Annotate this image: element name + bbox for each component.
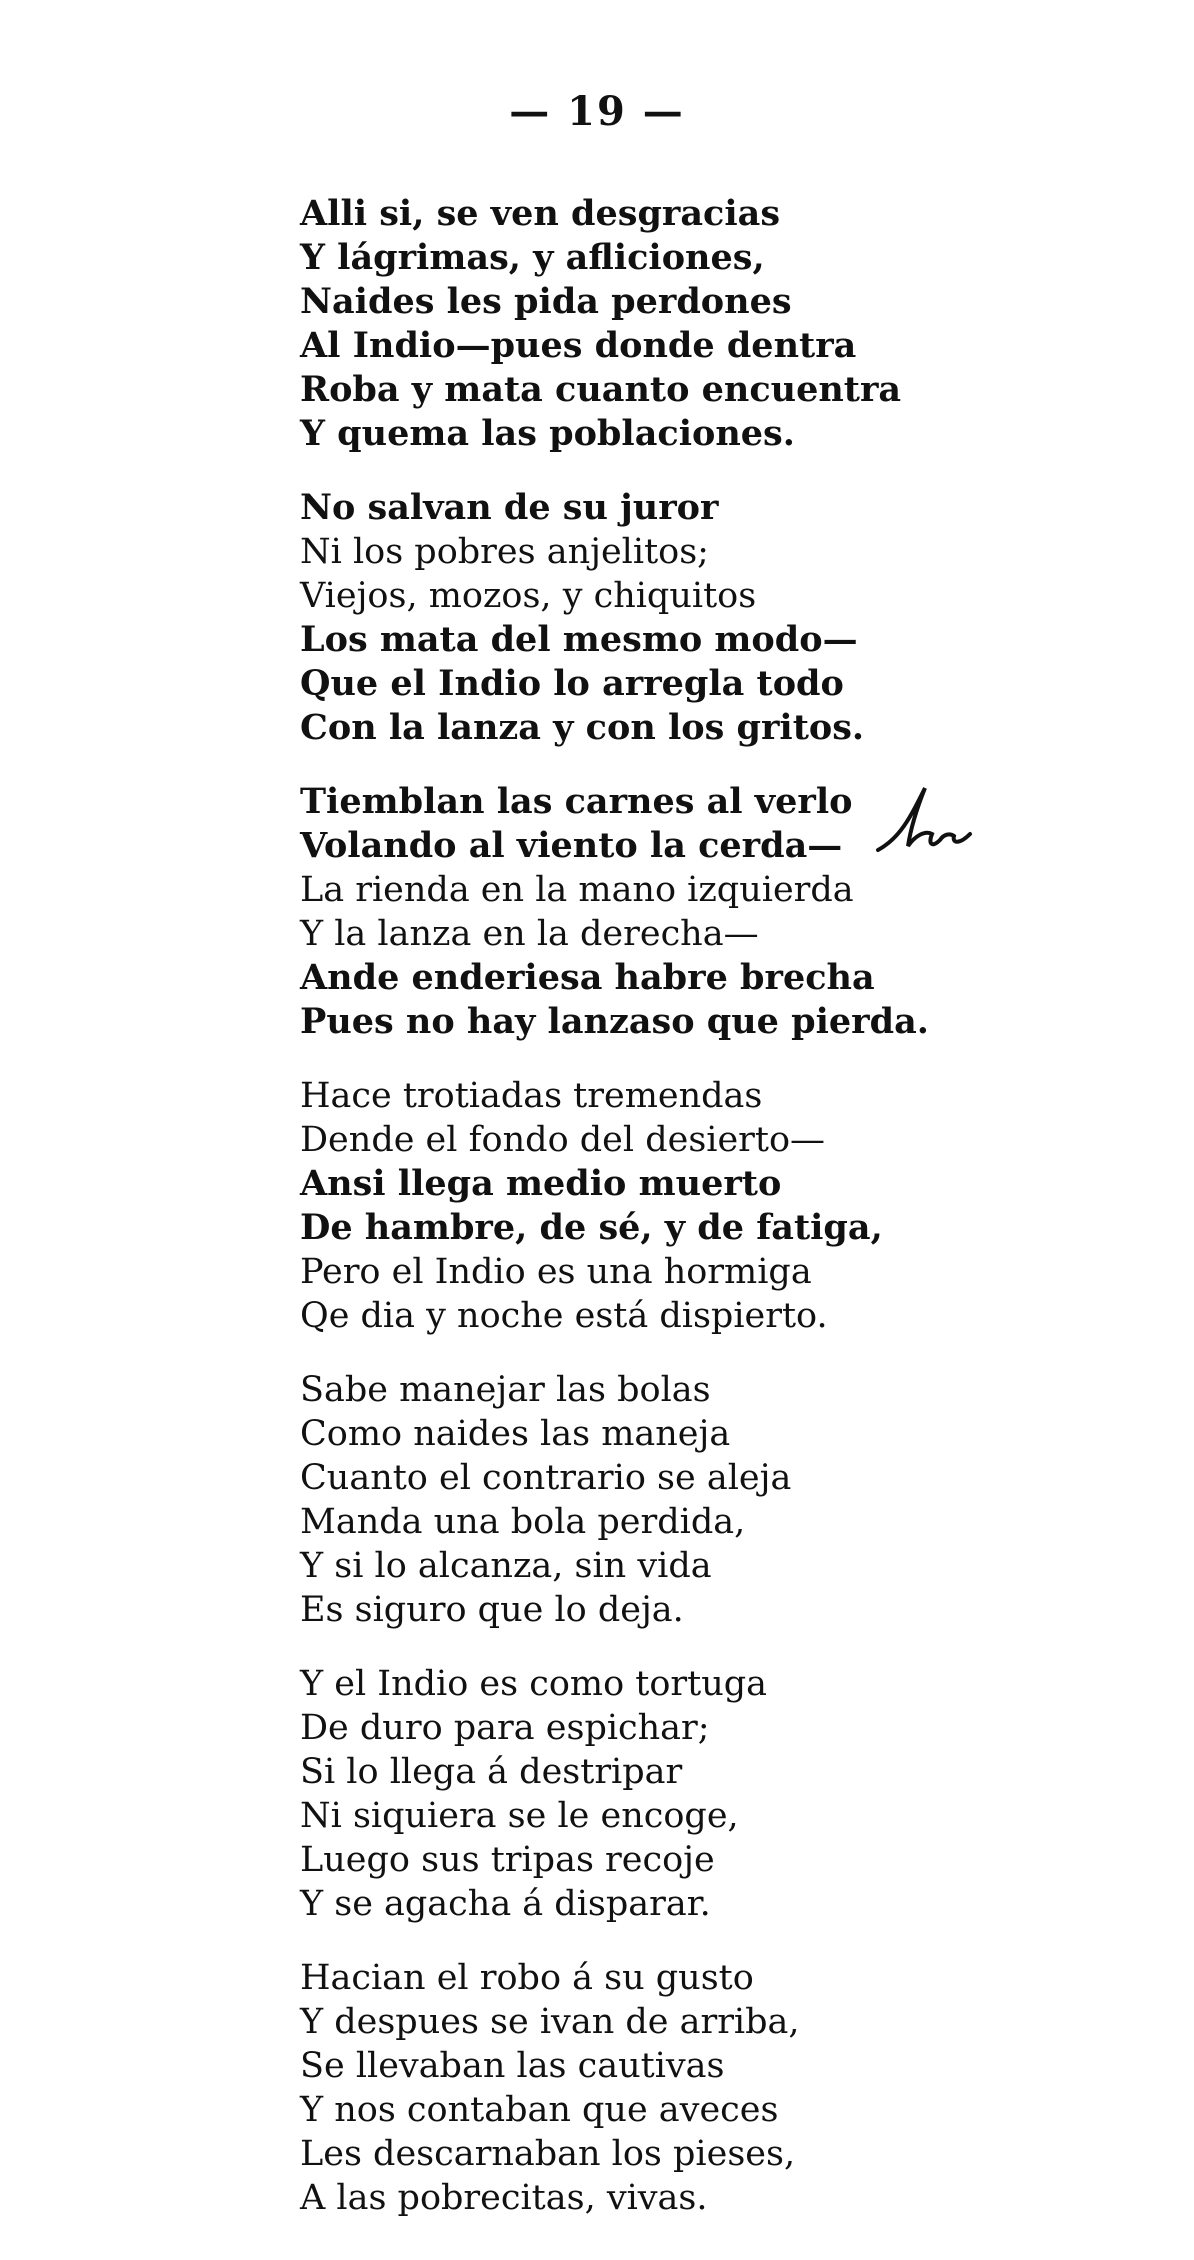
verse-line: Dende el fondo del desierto—: [300, 1120, 826, 1160]
verse-line: Y nos contaban que aveces: [300, 2090, 779, 2130]
verse-line: Y quema las poblaciones.: [300, 413, 795, 454]
verse-line: La rienda en la mano izquierda: [300, 870, 854, 910]
verse-line: Y lágrimas, y afliciones,: [300, 237, 765, 278]
verse-line: Al Indio—pues donde dentra: [300, 325, 857, 366]
handwritten-la-glyph: [870, 778, 980, 858]
verse-line: Ni los pobres anjelitos;: [300, 532, 709, 572]
verse-line: Ni siquiera se le encoge,: [300, 1796, 739, 1836]
verse-line: Pues no hay lanzaso que pierda.: [300, 1001, 929, 1042]
verse-line: Con la lanza y con los gritos.: [300, 707, 865, 748]
verse-line: Ande enderiesa habre brecha: [300, 957, 875, 998]
verse-line: Roba y mata cuanto encuentra: [300, 369, 902, 410]
verse-line: Que el Indio lo arregla todo: [300, 663, 844, 704]
stanza: [300, 780, 929, 1044]
verse-line: Se llevaban las cautivas: [300, 2046, 725, 2086]
page-number: — 19 —: [509, 88, 685, 135]
verse-line: Ansi llega medio muerto: [300, 1163, 782, 1204]
verse-line: De hambre, de sé, y de fatiga,: [300, 1207, 883, 1248]
verse-line: Manda una bola perdida,: [300, 1502, 746, 1542]
verse-line: Tiemblan las carnes al verlo: [300, 781, 853, 822]
stanza: [300, 1662, 920, 1926]
verse-line: Alli si, se ven desgracias: [300, 193, 781, 234]
stanza: [300, 192, 920, 456]
verse-line: Volando al viento la cerda—: [300, 825, 843, 866]
verse-line: A las pobrecitas, vivas.: [300, 2178, 708, 2218]
verse-line: Y la lanza en la derecha—: [300, 914, 759, 954]
margin-handwritten-note: [870, 778, 980, 858]
stanza: [300, 486, 920, 750]
verse-line: Les descarnaban los pieses,: [300, 2134, 796, 2174]
stanza: [300, 1368, 920, 1632]
verse-line: Hace trotiadas tremendas: [300, 1076, 763, 1116]
verse-line: Si lo llega á destripar: [300, 1752, 683, 1792]
verse-line: Y se agacha á disparar.: [300, 1884, 711, 1924]
verse-line: Naides les pida perdones: [300, 281, 792, 322]
verse-line: Y el Indio es como tortuga: [300, 1664, 768, 1704]
stanza: [300, 1956, 920, 2220]
verse-line: Cuanto el contrario se aleja: [300, 1458, 792, 1498]
stanza: [300, 1074, 920, 1338]
verse-line: De duro para espichar;: [300, 1708, 710, 1748]
verse-line: Es siguro que lo deja.: [300, 1590, 684, 1630]
verse-line: Qe dia y noche está dispierto.: [300, 1296, 828, 1336]
verse-line: No salvan de su juror: [300, 487, 719, 528]
verse-line: Sabe manejar las bolas: [300, 1370, 711, 1410]
verse-line: Y despues se ivan de arriba,: [300, 2002, 800, 2042]
verse-line: Viejos, mozos, y chiquitos: [300, 576, 757, 616]
verse-line: Luego sus tripas recoje: [300, 1840, 715, 1880]
verse-line: Los mata del mesmo modo—: [300, 619, 858, 660]
verse-line: Y si lo alcanza, sin vida: [300, 1546, 712, 1586]
verse-line: Hacian el robo á su gusto: [300, 1958, 754, 1998]
verse-line: Como naides las maneja: [300, 1414, 731, 1454]
poem: [300, 192, 929, 2250]
verse-line: Pero el Indio es una hormiga: [300, 1252, 812, 1292]
